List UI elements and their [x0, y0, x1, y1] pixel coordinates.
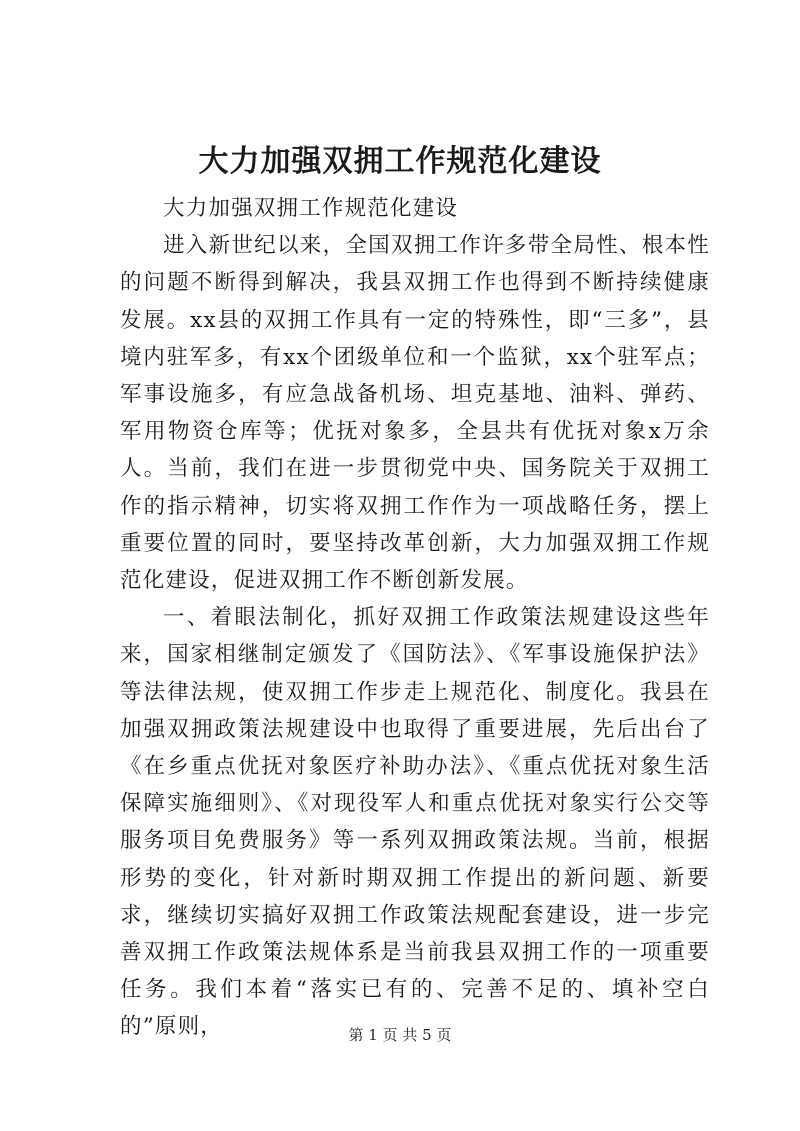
section-one-paragraph: 一、着眼法制化，抓好双拥工作政策法规建设这些年来，国家相继制定颁发了《国防法》、《军事设施保护法》等法律法规，使双拥工作步走上规范化、制度化。我县在加强双拥政策法规建设中也取得了重要进展，先后出台了《在乡重点优抚对象医疗补助办法》、《重点优抚对象生活保障实施细则》、《对现役军人和重点优抚对象实行公交等服务项目免费服务》等一系列双拥政策法规。当前，根据形势的变化，针对新时期双拥工作提出的新问题、新要求，继续切实搞好双拥工作政策法规配套建设，进一步完善双拥工作政策法规体系是当前我县双拥工作的一项重要任务。我们本着“落实已有的、完善不足的、填补空白的”原则， [120, 605, 710, 1040]
document-body [120, 190, 710, 1046]
document-title: 大力加强双拥工作规范化建设 [198, 144, 602, 179]
intro-paragraph: 进入新世纪以来，全国双拥工作许多带全局性、根本性的问题不断得到解决，我县双拥工作也得到不断持续健康发展。xx县的双拥工作具有一定的特殊性，即“三多”，县境内驻军多，有xx个团级单位和一个监狱，xx个驻军点；军事设施多，有应急战备机场、坦克基地、油料、弹药、军用物资仓库等；优抚对象多，全县共有优抚对象x万余人。当前，我们在进一步贯彻党中央、国务院关于双拥工作的指示精神，切实将双拥工作作为一项战略任务，摆上重要位置的同时，要坚持改革创新，大力加强双拥工作规范化建设，促进双拥工作不断创新发展。 [120, 233, 710, 594]
subtitle-paragraph: 大力加强双拥工作规范化建设 [163, 196, 459, 221]
page-footer: 第 1 页 共 5 页 [348, 1026, 452, 1044]
